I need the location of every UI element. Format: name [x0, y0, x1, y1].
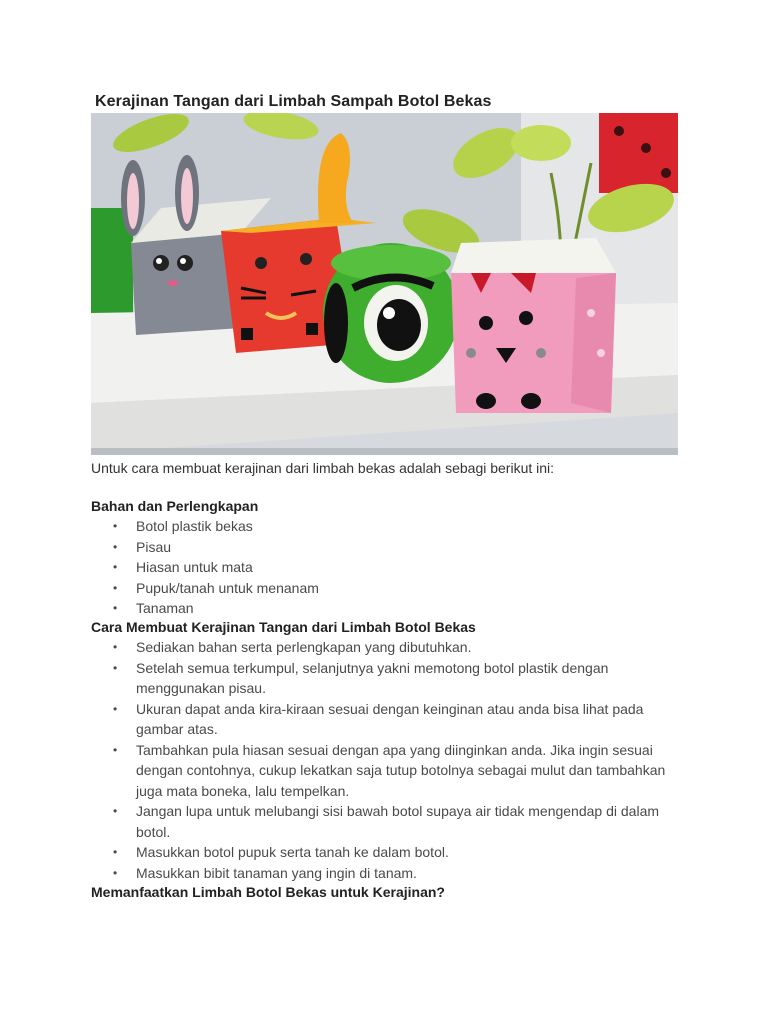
- planters-photo: [91, 113, 678, 455]
- heading-materials: Bahan dan Perlengkapan: [91, 498, 259, 514]
- heading-steps: Cara Membuat Kerajinan Tangan dari Limbah Botol Bekas: [91, 619, 476, 635]
- steps-list: [91, 637, 691, 883]
- list-item: • Botol plastik bekas: [91, 516, 691, 537]
- list-item: • Ukuran dapat anda kira-kiraan sesuai dengan keinginan atau anda bisa lihat pada gambar atas.: [91, 699, 691, 740]
- list-item: • Setelah semua terkumpul, selanjutnya yakni memotong botol plastik dengan menggunakan pisau.: [91, 658, 691, 699]
- list-item: • Pupuk/tanah untuk menanam: [91, 578, 691, 599]
- list-item: • Masukkan botol pupuk serta tanah ke dalam botol.: [91, 842, 691, 863]
- heading-closing: Memanfaatkan Limbah Botol Bekas untuk Kerajinan?: [91, 884, 445, 900]
- planters-illustration: [91, 113, 678, 455]
- list-item: • Jangan lupa untuk melubangi sisi bawah botol supaya air tidak mengendap di dalam botol.: [91, 801, 691, 842]
- list-item: • Tambahkan pula hiasan sesuai dengan apa yang diinginkan anda. Jika ingin sesuai dengan contohnya, cukup lekatkan saja tutup botolnya sebagai mulut dan tambahkan juga mata boneka, lalu tempelkan.: [91, 740, 691, 802]
- list-item: • Pisau: [91, 537, 691, 558]
- list-item: • Sediakan bahan serta perlengkapan yang dibutuhkan.: [91, 637, 691, 658]
- materials-list: [91, 516, 691, 619]
- page-title: Kerajinan Tangan dari Limbah Sampah Botol Bekas: [95, 93, 492, 110]
- list-item: • Tanaman: [91, 598, 691, 619]
- intro-text: Untuk cara membuat kerajinan dari limbah bekas adalah sebagi berikut ini:: [91, 460, 555, 476]
- list-item: • Hiasan untuk mata: [91, 557, 691, 578]
- list-item: • Masukkan bibit tanaman yang ingin di tanam.: [91, 863, 691, 884]
